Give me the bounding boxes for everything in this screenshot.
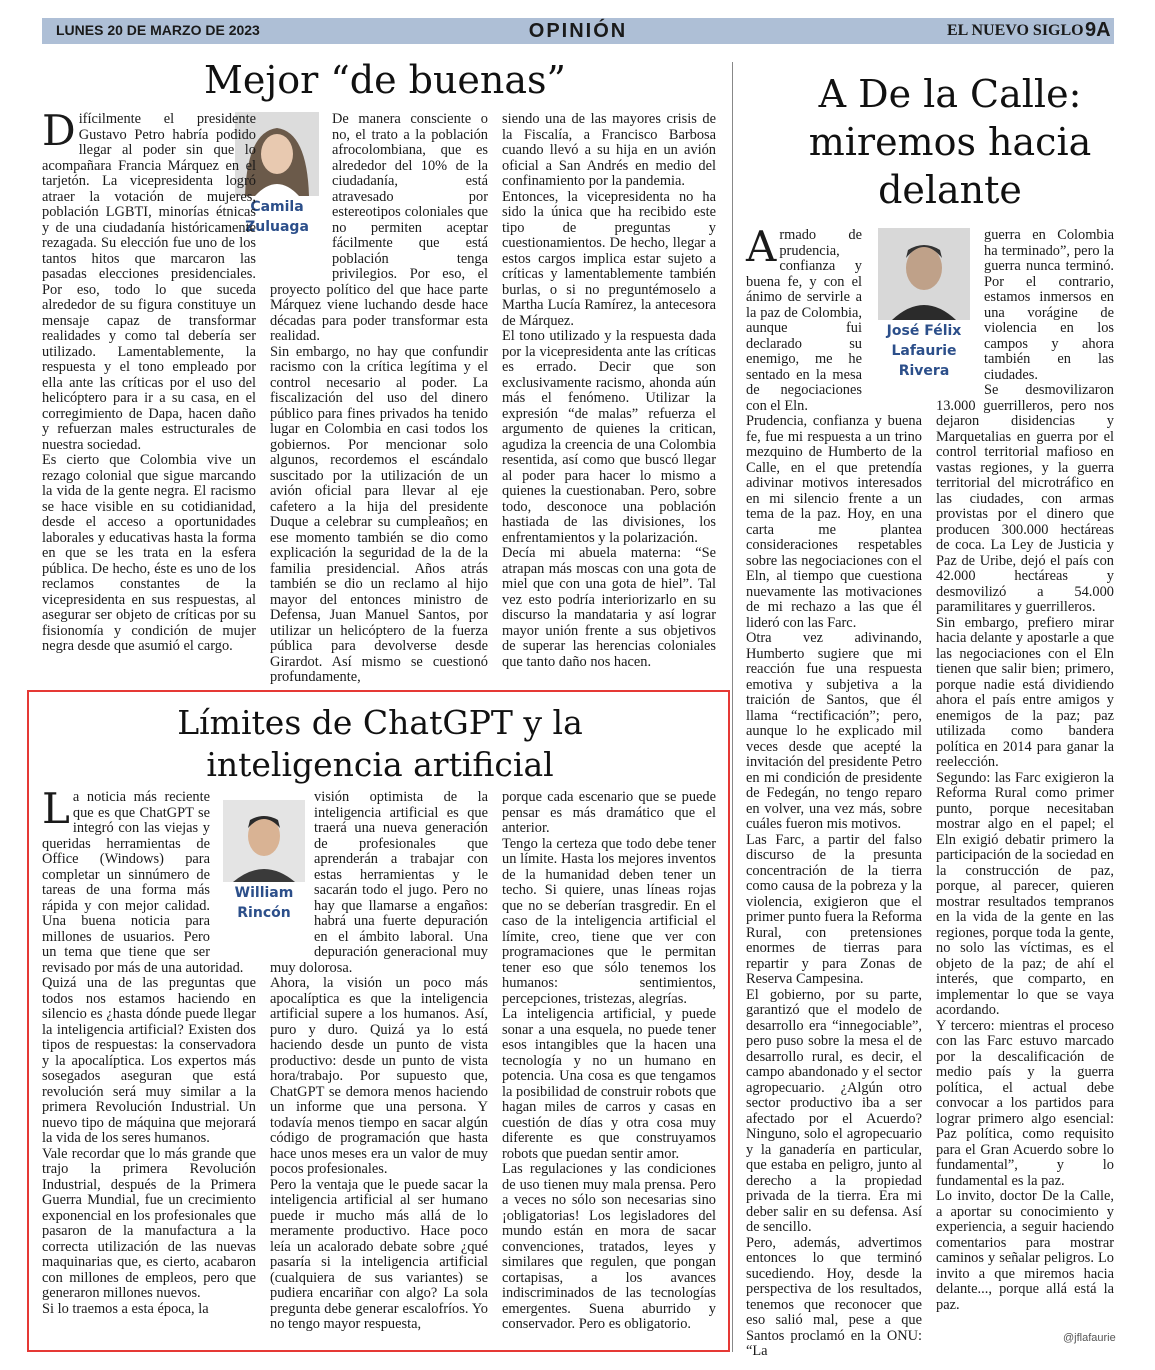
column-divider [732, 62, 733, 1352]
article-text: siendo una de las mayores crisis de la Fiscalía, a Francisco Barbosa cuando llevó a su hija en un avión oficial a San Andrés en medio del confinamiento por la pandemia. Entonces, la vicepresidenta no ha sido la única que ha recibido este tipo de preguntas y cuestionamientos. De hecho, llegar a estos cargos implica estar sujeto a críticas y lamentablemente también burlas, o si no preguntémoselo a Martha Lucía Ramírez, la antecesora de Márquez. El tono utilizado y la respuesta dada por la vicepresidenta ante las críticas es errado. Decir que son exclusivamente racismo, ahonda aún más el fenómeno. Utilizar la expresión “de malas” refuerza el argumento de quienes la critican, agudiza la creencia de una Colombia resentida, así como que buscó llegar al poder para hacer lo mismo a quienes la cuestionaban. Pero, sobre todo, desconoce una población hastiada de las divisiones, los enfrentamientos y la polarización. Decía mi abuela materna: “Se atrapan más moscas con una gota de miel que con una gota de hiel”. Tal vez esto podría interiorizarlo en su discurso la mandataria y así lograr mayor unión frente a sus objetivos de superar las herencias coloniales que tanto daño nos hacen. [502, 111, 716, 670]
article-text: De manera consciente o no, el trato a la población afrocolombiana, que es alrededor del 10% de la ciudadanía, está atravesado por estereotipos coloniales que no permiten aceptar fácilmente que está población tenga privilegios. Por eso, el proyecto político del que hace parte Márquez viene luchando desde hace décadas para poder transformar esta realidad. Sin embargo, no hay que confundir racismo con la crítica legítima y el control necesario al poder. La fiscalización del uso del dinero público para fines privados ha tenido lugar en Colombia en casi todos los gobiernos. Por mencionar solo algunos, recordemos el escándalo suscitado por la utilización de un avión oficial para llevar al eje cafetero a la hija del presidente Duque a celebrar su cumpleaños; en ese momento también se dio como explicación la seguridad de la de la familia presidencial. Años atrás también se dio un reclamo al hijo mayor del entonces ministro de Defensa, Juan Manuel Santos, por utilizar un helicóptero de la fuerza pública para devolverse desde Girardot. Así mismo se cuestionó profundamente, [270, 111, 488, 685]
article-title: A De la Calle: miremos hacia delante [808, 72, 1092, 212]
twitter-handle: @jflafaurie [1063, 1332, 1116, 1344]
article-column [746, 222, 922, 1359]
article-column [502, 112, 716, 680]
article-title: Mejor “de buenas” [204, 58, 566, 102]
article-column [270, 790, 488, 1348]
page-header [42, 18, 1114, 44]
author-name-line: William [234, 885, 294, 901]
author-name-line: José Félix [886, 323, 962, 339]
author-name-line: Rivera [898, 363, 950, 379]
article-column [42, 106, 256, 680]
article-text: rmado de prudencia, confianza y buena fe, y con el ánimo de servirle a la paz de Colombia, aunque fui declarado su enemigo, me he sentado en la mesa de negociaciones con el Eln. Prudencia, confianza y buena fe, fue mi respuesta a un trino mezquino de Humberto de la Calle, en el que pretendía adivinar motivos interesados en mi silencio frente a un tema de la paz. Hoy, en una carta me plantea consideraciones respetables sobre las negociaciones con el Eln, al tiempo que cuestiona nuevamente las motivaciones de mi rechazo a las que él lideró con las Farc. Otra vez adivinando, Humberto sugiere que mi reacción fue una respuesta emotiva y subjetiva a la traición de Santos, que él llama “rectificación”; pero, aunque lo he explicado mil veces desde que acepté la invitación del presidente Petro en mi condición de presidente de Fedegán, no tengo reparo en volver, una vez más, sobre cuáles fueron mis motivos. Las Farc, a partir del falso discurso de la presunta concentración de la tierra como causa de la pobreza y la violencia, exigieron que el primer punto fuera la Reforma Rural, con pretensiones enormes de tierras para repartir y para Zonas de Reserva Campesina. El gobierno, por su parte, garantizó que el modelo de desarrollo era “innegociable”, pero puso sobre la mesa el de desarrollo rural, es decir, el campo abandonado y el sector agropecuario. ¿Algún otro sector productivo iba a ser afectado por el Acuerdo? Ninguno, solo el agropecuario y la ganadería en particular, que estaba en peligro, junto al derecho a la propiedad privada de la tierra. Era mi deber salir en su defensa. Así de sencillo. Pero, además, advertimos entonces lo que terminó sucediendo. Hoy, desde la perspectiva de los resultados, tenemos que reconocer que eso salió mal, pese a que Santos proclamó en la ONU: “La [746, 227, 922, 1359]
article-title: Límites de ChatGPT y la inteligencia artificial [177, 703, 583, 784]
dropcap: A [746, 222, 777, 271]
page-number: 9A [1085, 19, 1111, 41]
author-name-line: Zuluaga [245, 219, 309, 235]
article-text: a noticia más reciente que es que ChatGPT se integró con las viejas y queridas herramientas de Office (Windows) para completar un sinnúmero de tareas de una forma más rápida y con mejor calidad. Una buena noticia para millones de usuarios. Pero un tema que tiene que ser revisado por más de una autoridad. Quizá una de las preguntas que todos nos estamos haciendo en silencio es ¿hasta dónde puede llegar la inteligencia artificial? Existen dos tipos de respuestas: la conservadora y la apocalíptica. Los expertos más sosegados aseguran que está revolución será muy similar a la primera Revolución Industrial. Un nuevo tipo de máquina que mejorará la vida de los seres humanos. Vale recordar que lo más grande que trajo la primera Revolución Industrial, después de la Primera Guerra Mundial, fue un crecimiento exponencial en los profesionales que pasaron de la manufactura a la correcta utilización de las nuevas maquinarias que, es cierto, acabaron con millones de empleos, pero que generaron millones nuevos. Si lo traemos a esta época, la [42, 789, 256, 1317]
article-text: visión optimista de la inteligencia artificial es que traerá una nueva generación de profesionales que aprenderán a trabajar con estas herramientas y le sacarán todo el jugo. Pero no hay que llamarse a engaños: habrá una fuerte depuración en el ámbito laboral. Una depuración generacional muy muy dolorosa. Ahora, la visión un poco más apocalíptica es que la inteligencia artificial supere a los humanos. Así, puro y duro. Quizá ya lo está haciendo desde un punto de vista productivo: desde un punto de vista hora/trabajo. Por supuesto que, ChatGPT se demora menos haciendo un informe que una persona. Y todavía menos tiempo en sacar algún código de programación que hasta hace unos meses era un valor de muy pocos profesionales. Pero la ventaja que le puede sacar la inteligencia artificial al ser humano puede ir mucho más allá de lo meramente productivo. Hace poco leía un acalorado debate sobre ¿qué pasaría si la inteligencia artificial (cualquiera de sus variantes) se pudiera encariñar con algo? La sola pregunta debe generar escalofríos. Yo no tengo mayor respuesta, [270, 789, 488, 1332]
article-column [270, 111, 488, 685]
author-name-line: Rincón [237, 905, 291, 921]
dropcap: L [42, 784, 70, 833]
newspaper-name: EL NUEVO SIGLO [947, 22, 1084, 39]
article-column [42, 784, 256, 1348]
article-column [502, 790, 716, 1348]
issue-date: LUNES 20 DE MARZO DE 2023 [56, 22, 260, 38]
article-column [936, 228, 1114, 1328]
dropcap: D [42, 106, 76, 155]
article-text: ifícilmente el presidente Gustavo Petro habría podido llegar al poder sin que lo acompañara Francia Márquez en el tarjetón. La vicepresidenta logró atraer la votación de mujeres, población LGBTI, minorías étnicas y de una ciudadanía históricamente rezagada. Su elección fue uno de los tantos hitos que marcaron las pasadas elecciones presidenciales. Por eso, todo lo que suceda alrededor de su figura constituye un mensaje capaz de transformar realidades y como tal debería ser utilizado. Lamentablemente, la respuesta y el tono empleado por ella ante las críticas por el uso del helicóptero para ir a su casa, en el corregimiento de Dapa, hacen daño y refuerzan males estructurales de nuestra sociedad. Es cierto que Colombia vive un rezago colonial que sigue marcando la vida de la gente negra. El racismo se hace visible en su cotidianidad, desde el acceso a oportunidades laborales y educativas hasta la forma en que se les trata en la esfera pública. De hecho, éste es uno de los reclamos constantes de la vicepresidenta en sus respuestas, al asegurar ser objeto de críticas por su fisionomía y condición de mujer negra desde que asumió el cargo. [42, 111, 256, 654]
section-name: OPINIÓN [528, 20, 628, 42]
article-text: guerra en Colombia ha terminado”, pero la guerra nunca terminó. Por el contrario, estamos inmersos en una vorágine de violencia en los campos y ahora también en las ciudades. Se desmovilizaron 13.000 guerrilleros, pero nos dejaron disidencias y Marquetalias en guerra por el control territorial mafioso en vastas regiones, y la guerra territorial del microtráfico en las ciudades, con armas provistas por el dinero que producen 300.000 hectáreas de coca. La Ley de Justicia y Paz de Uribe, dejó el país con 42.000 hectáreas y desmovilizó a 54.000 paramilitares y guerrilleros. Sin embargo, prefiero mirar hacia delante y apostarle a que las negociaciones con el Eln tienen que salir bien; primero, porque nadie está dividiendo ahora el país entre amigos y enemigos de la paz; paz utilizada como bandera política en 2014 para ganar la reelección. Segundo: las Farc exigieron la Reforma Rural como primer punto, porque necesitaban mostrar algo en el papel; el Eln exigió debatir primero la participación de la sociedad en la construcción de paz, porque, al parecer, quieren mostrar resultados tempranos en la vida de la gente en las regiones, porque toda la gente, no solo las víctimas, es el objeto de la paz; de ahí el interés, que comparto, en implementar lo que se vaya acordando. Y tercero: mientras el proceso con las Farc estuvo marcado por la descalificación de medio país y la guerra política, el actual debe convocar a los partidos para lograr primero algo esencial: Paz política, como requisito para el Gran Acuerdo sobre lo fundamental”, y lo fundamental es la paz. Lo invito, doctor De la Calle, a aportar su conocimiento y experiencia, a seguir haciendo comentarios para mostrar caminos y señalar peligros. Lo invito a que miremos hacia delante..., porque allá está la paz. [936, 227, 1114, 1313]
author-name-line: Camila [250, 199, 304, 215]
article-text: porque cada escenario que se puede pensar es más dramático que el anterior. Tengo la certeza que todo debe tener un límite. Hasta los mejores inventos de la humanidad deben tener un techo. Si quiere, unas líneas rojas que no se deberían trasgredir. En el caso de la inteligencia artificial el límite, creo, tiene que ver con programaciones que le permitan tener eso que sólo tenemos los humanos: sentimientos, percepciones, tristezas, alegrías. La inteligencia artificial, y puede sonar a una esquela, no puede tener esos intangibles que la hacen una tecnología y no un humano en potencia. Una cosa es que tengamos la posibilidad de construir robots que hagan miles de carros y casas en cuestión de días y otra cosa muy diferente es que construyamos robots que puedan sentir amor. Las regulaciones y las condiciones de uso tienen muy mala prensa. Pero a veces no sólo son necesarias sino ¡obligatorias! Los legisladores del mundo están en mora de sacar convenciones, tratados, leyes y similares que regulen, que pongan cortapisas, a los avances indiscriminados de las tecnologías emergentes. Suena aburrido y conservador. Pero es obligatorio. [502, 789, 716, 1332]
author-name-line: Lafaurie [891, 343, 957, 359]
